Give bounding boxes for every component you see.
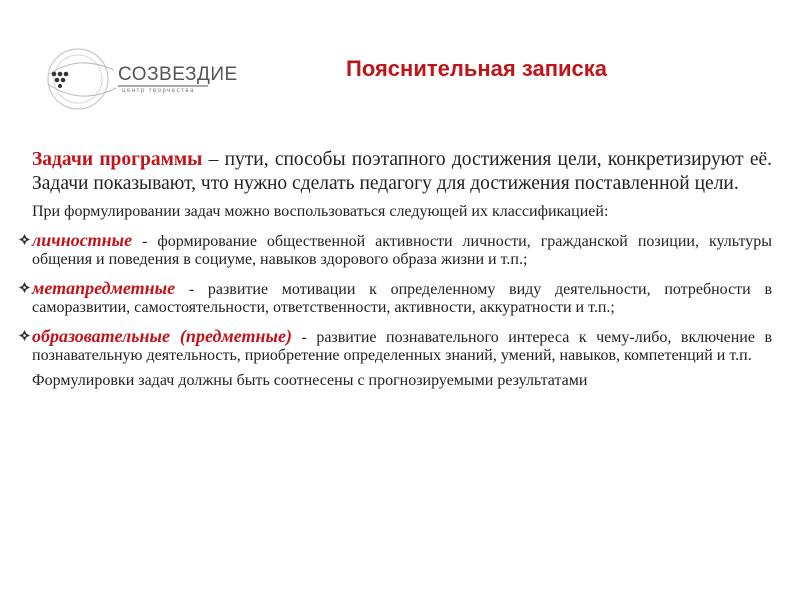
intro-paragraph — [32, 148, 772, 196]
bullet-keyword: метапредметные — [32, 278, 176, 298]
bullet-keyword: личностные — [32, 230, 133, 250]
bullet-text: - развитие познавательного интереса к чему-либо, включение в познавательную деятельность, приобретение определенных знаний, умений, навыков, компетенций и т.п. — [32, 329, 773, 364]
list-item — [32, 327, 772, 365]
list-item — [32, 231, 772, 269]
bullet-text: - развитие мотивации к определенному виду деятельности, потребности в саморазвитии, самостоятельности, ответственности, активности, аккуратности и т.п.; — [32, 281, 772, 316]
page-title: Пояснительная записка — [346, 56, 608, 81]
list-item — [32, 279, 772, 317]
bullet-text: - формирование общественной активности личности, гражданской позиции, культуры общения и поведения в социуме, навыков здорового образа жизни и т.п.; — [32, 233, 772, 268]
main-content — [32, 148, 772, 406]
diamond-bullet-icon — [19, 234, 30, 245]
bullet-keyword: образовательные (предметные) — [32, 326, 292, 346]
logo-name: СОЗВЕЗДИЕ — [118, 64, 238, 85]
logo-subtitle: центр творчества — [122, 88, 195, 94]
classification-paragraph: При формулировании задач можно воспользоваться следующей их классификацией: — [32, 203, 609, 220]
intro-text: – пути, способы поэтапного достижения цели, конкретизируют её. Задачи показывают, что нужно сделать педагогу для достижения поставленной цели. — [32, 149, 773, 194]
logo — [36, 44, 238, 114]
diamond-bullet-icon — [19, 330, 30, 341]
intro-lead: Задачи программы — [32, 149, 203, 170]
closing-paragraph: Формулировки задач должны быть соотнесены с прогнозируемыми результатами — [32, 372, 588, 389]
diamond-bullet-icon — [19, 282, 30, 293]
